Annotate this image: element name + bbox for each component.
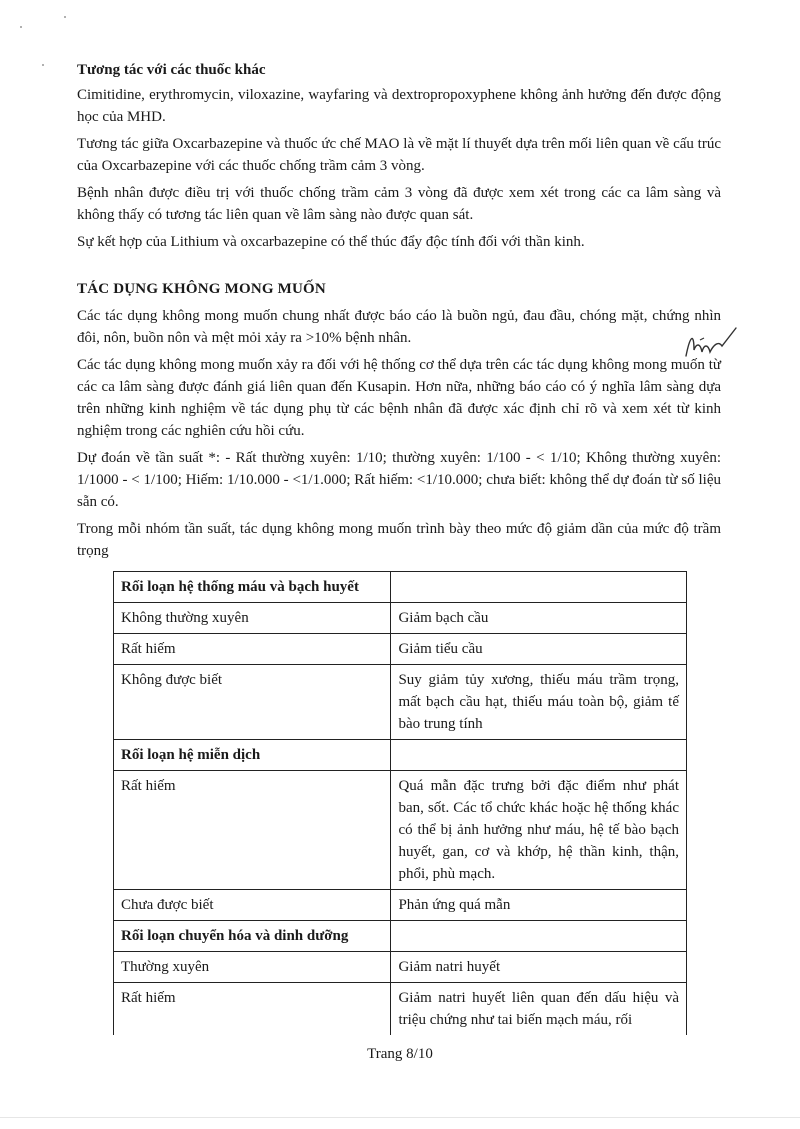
page-number: Trang 8/10 — [367, 1046, 433, 1062]
interactions-paragraph: Cimitidine, erythromycin, viloxazine, wayfaring và dextropropoxyphene không ảnh hưởng đến được động học của MHD. — [77, 87, 721, 125]
table-row — [114, 665, 687, 740]
effect-cell: Giảm natri huyết liên quan đến dấu hiệu và triệu chứng như tai biến mạch máu, rối — [391, 983, 687, 1036]
handwritten-initials-icon — [680, 326, 740, 366]
adverse-paragraph: Các tác dụng không mong muốn chung nhất được báo cáo là buồn ngủ, đau đầu, chóng mặt, chứng nhìn đôi, nôn, buồn nôn và mệt mỏi xảy ra >10% bệnh nhân. — [77, 308, 721, 346]
scan-edge-divider — [0, 1117, 800, 1118]
effect-cell: Phản ứng quá mẫn — [391, 890, 687, 921]
frequency-cell: Rất hiếm — [114, 634, 391, 665]
adverse-effects-title: TÁC DỤNG KHÔNG MONG MUỐN — [77, 281, 326, 297]
interactions-paragraph: Tương tác giữa Oxcarbazepine và thuốc ức chế MAO là về mặt lí thuyết dựa trên mối liên quan về cấu trúc của Oxcarbazepine với các thuốc chống trầm cảm 3 vòng. — [77, 136, 721, 174]
table-row — [114, 603, 687, 634]
table-row — [114, 771, 687, 890]
table-row — [114, 983, 687, 1036]
adverse-effects-table — [113, 571, 687, 1035]
effect-cell: Quá mẫn đặc trưng bởi đặc điểm như phát ban, sốt. Các tổ chức khác hoặc hệ thống khác có thể bị ảnh hưởng như máu, hệ tế bào bạch huyết, gan, cơ và khớp, hệ thần kinh, thận, phổi, phù mạch. — [391, 771, 687, 890]
interactions-heading: Tương tác với các thuốc khác — [77, 62, 266, 78]
group-label: Rối loạn hệ thống máu và bạch huyết — [114, 572, 391, 603]
adverse-paragraph: Dự đoán về tần suất *: - Rất thường xuyên: 1/10; thường xuyên: 1/100 - < 1/10; Không thường xuyên: 1/1000 - < 1/100; Hiếm: 1/10.000 - <1/1.000; Rất hiếm: <1/10.000; chưa biết: không thể dự đoán từ số liệu sẵn có. — [77, 450, 721, 510]
group-label: Rối loạn hệ miễn dịch — [114, 740, 391, 771]
effect-cell: Giảm natri huyết — [391, 952, 687, 983]
effect-cell: Giảm tiểu cầu — [391, 634, 687, 665]
body-text — [77, 60, 721, 567]
frequency-cell: Thường xuyên — [114, 952, 391, 983]
table-row — [114, 890, 687, 921]
frequency-cell: Rất hiếm — [114, 771, 391, 890]
frequency-cell: Chưa được biết — [114, 890, 391, 921]
adverse-paragraph: Trong mỗi nhóm tần suất, tác dụng không mong muốn trình bày theo mức độ giảm dần của mức độ trầm trọng — [77, 521, 721, 559]
table-row — [114, 952, 687, 983]
adverse-paragraph: Các tác dụng không mong muốn xảy ra đối với hệ thống cơ thể dựa trên các tác dụng không mong muốn từ các ca lâm sàng được đánh giá liên quan đến Kusapin. Hơn nữa, những báo cáo có ý nghĩa lâm sàng dựa trên những kinh nghiệm về tác dụng phụ từ các bệnh nhân đã được xác định chỉ rõ và xem xét từ kinh nghiệm trong các nghiên cứu hồi cứu. — [77, 357, 721, 439]
table-group-row — [114, 572, 687, 603]
frequency-cell: Không được biết — [114, 665, 391, 740]
scan-speck — [20, 26, 22, 28]
scan-speck — [42, 64, 44, 66]
interactions-paragraph: Bệnh nhân được điều trị với thuốc chống trầm cảm 3 vòng đã được xem xét trong các ca lâm sàng và không thấy có tương tác liên quan về lâm sàng nào được quan sát. — [77, 185, 721, 223]
table-row — [114, 634, 687, 665]
group-empty-cell — [391, 921, 687, 952]
frequency-cell: Rất hiếm — [114, 983, 391, 1036]
group-empty-cell — [391, 740, 687, 771]
effect-cell: Giảm bạch cầu — [391, 603, 687, 634]
frequency-cell: Không thường xuyên — [114, 603, 391, 634]
interactions-paragraph: Sự kết hợp của Lithium và oxcarbazepine có thể thúc đẩy độc tính đối với thần kinh. — [77, 234, 585, 250]
table-group-row — [114, 921, 687, 952]
scan-speck — [64, 16, 66, 18]
table-group-row — [114, 740, 687, 771]
effect-cell: Suy giảm tủy xương, thiếu máu trầm trọng, mất bạch cầu hạt, thiếu máu toàn bộ, giảm tế bào trung tính — [391, 665, 687, 740]
group-label: Rối loạn chuyển hóa và dinh dưỡng — [114, 921, 391, 952]
group-empty-cell — [391, 572, 687, 603]
